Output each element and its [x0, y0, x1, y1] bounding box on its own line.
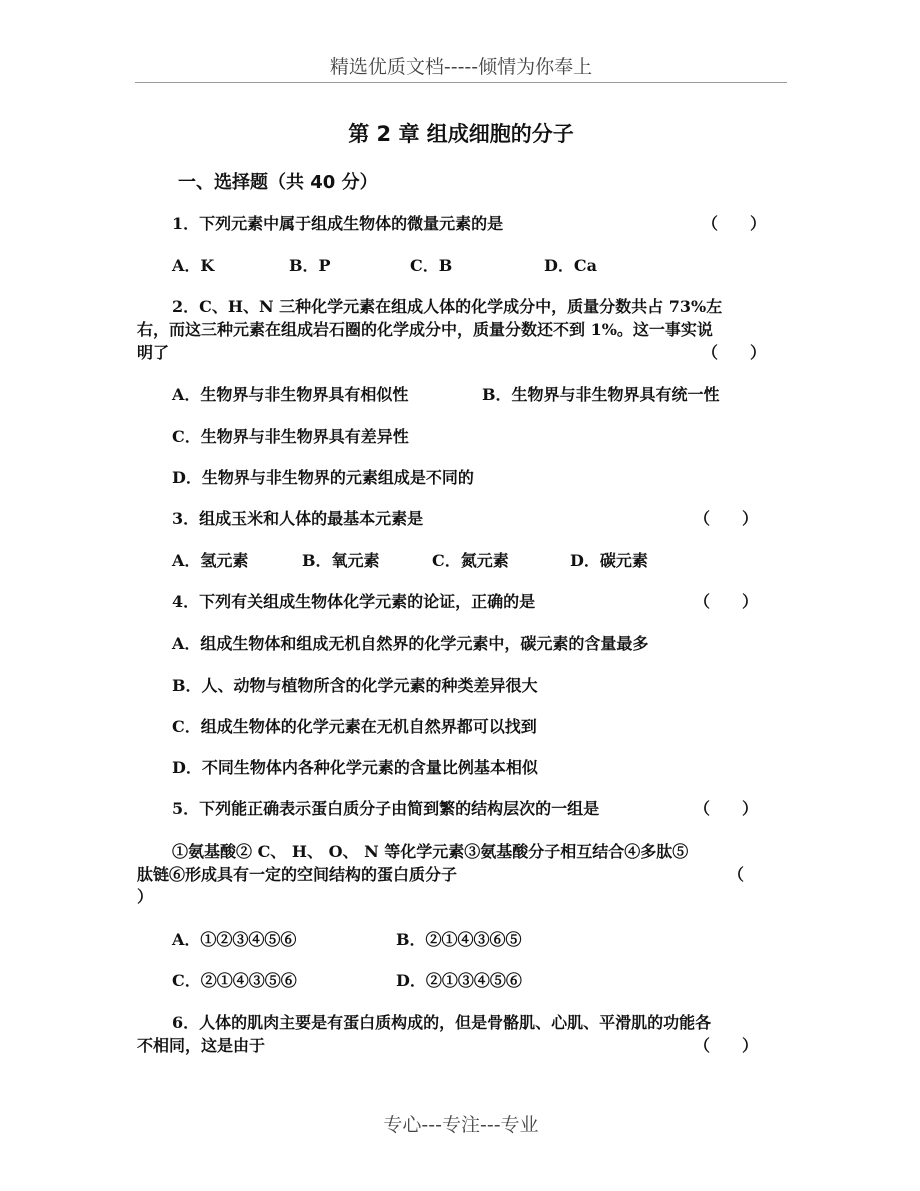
q2-stem-line3: 明了	[137, 343, 170, 362]
header-divider	[135, 82, 787, 83]
q3-option-a: A．氢元素	[172, 551, 249, 570]
q4-option-b: B．人、动物与植物所含的化学元素的种类差异很大	[172, 676, 538, 695]
page-header: 精选优质文档-----倾情为你奉上	[329, 56, 593, 78]
q2-option-d: D．生物界与非生物界的元素组成是不同的	[172, 468, 474, 487]
q1-option-a: A．K	[172, 256, 215, 275]
section-heading: 一、选择题（共 40 分）	[178, 172, 378, 193]
q6-stem-line1: 6．人体的肌肉主要是有蛋白质构成的，但是骨骼肌、心肌、平滑肌的功能各	[172, 1013, 712, 1032]
q1-answer-paren: （ ）	[702, 214, 767, 233]
q3-option-c: C．氮元素	[432, 551, 509, 570]
q5-stem: 5．下列能正确表示蛋白质分子由简到繁的结构层次的一组是	[172, 799, 600, 818]
q5-option-b: B．②①④③⑥⑤	[396, 930, 522, 949]
q4-option-a: A．组成生物体和组成无机自然界的化学元素中，碳元素的含量最多	[172, 634, 649, 653]
q6-answer-paren: （ ）	[694, 1036, 759, 1055]
q3-option-b: B．氧元素	[302, 551, 380, 570]
q5-option-d: D．②①③④⑤⑥	[396, 971, 522, 990]
q6-stem-line2: 不相同，这是由于	[137, 1036, 266, 1055]
q1-stem: 1．下列元素中属于组成生物体的微量元素的是	[172, 214, 504, 233]
q2-option-b: B．生物界与非生物界具有统一性	[482, 385, 720, 404]
q3-option-d: D．碳元素	[570, 551, 648, 570]
q1-option-d: D．Ca	[544, 256, 597, 275]
q2-answer-paren: （ ）	[702, 343, 767, 362]
q3-answer-paren: （ ）	[694, 509, 759, 528]
q1-option-c: C．B	[410, 256, 453, 275]
q2-option-c: C．生物界与非生物界具有差异性	[172, 427, 409, 446]
page-footer: 专心---专注---专业	[383, 1114, 539, 1136]
q4-option-d: D．不同生物体内各种化学元素的含量比例基本相似	[172, 758, 538, 777]
q5-items-line2: 肽链⑥形成具有一定的空间结构的蛋白质分子	[137, 865, 458, 884]
chapter-title: 第 2 章 组成细胞的分子	[348, 122, 574, 146]
q2-stem-line1: 2．C、H、N 三种化学元素在组成人体的化学成分中，质量分数共占 73%左	[172, 297, 723, 316]
q4-option-c: C．组成生物体的化学元素在无机自然界都可以找到	[172, 717, 537, 736]
q5-paren-close: ）	[137, 887, 154, 906]
q4-answer-paren: （ ）	[694, 592, 759, 611]
q5-paren-open: （	[728, 865, 745, 884]
q1-option-b: B．P	[289, 256, 331, 275]
q2-option-a: A．生物界与非生物界具有相似性	[172, 385, 409, 404]
q5-answer-paren: （ ）	[694, 799, 759, 818]
q2-stem-line2: 右，而这三种元素在组成岩石圈的化学成分中，质量分数还不到 1%。这一事实说	[137, 320, 713, 339]
q5-option-a: A．①②③④⑤⑥	[172, 930, 297, 949]
q5-option-c: C．②①④③⑤⑥	[172, 971, 297, 990]
q4-stem: 4．下列有关组成生物体化学元素的论证，正确的是	[172, 592, 536, 611]
q5-items-line1: ①氨基酸② C、 H、 O、 N 等化学元素③氨基酸分子相互结合④多肽⑤	[172, 842, 689, 861]
q3-stem: 3．组成玉米和人体的最基本元素是	[172, 509, 424, 528]
